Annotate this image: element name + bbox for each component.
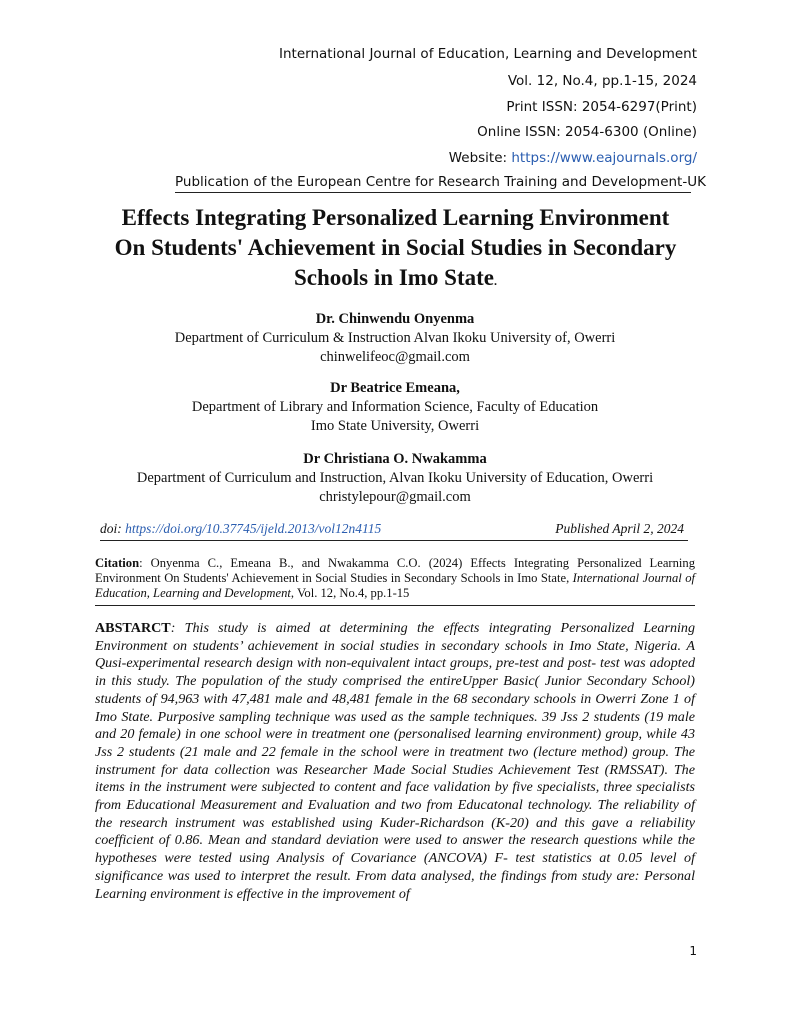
author-name: Dr Christiana O. Nwakamma <box>303 451 487 467</box>
published-date: Published April 2, 2024 <box>555 521 684 536</box>
paper-title-text: Effects Integrating Personalized Learning Environment On Students' Achievement in Social Studies in Secondary Schools in Imo State <box>114 205 677 290</box>
citation-text: : Onyenma C., Emeana B., and Nwakamma C.O. (2024) Effects Integrating Personalized Learning Environment On Students' Achievement in Social Studies in Secondary Schools in Imo State, <box>95 556 695 585</box>
journal-name: International Journal of Education, Learning and Development <box>279 46 697 62</box>
print-issn: Print ISSN: 2054-6297(Print) <box>506 99 697 115</box>
citation-label: Citation <box>95 556 140 570</box>
citation <box>95 556 695 606</box>
author-affiliation: Department of Curriculum and Instruction, Alvan Ikoku University of Education, Owerri <box>136 470 654 486</box>
author-block-3 <box>95 450 695 507</box>
volume-info: Vol. 12, No.4, pp.1-15, 2024 <box>507 73 697 89</box>
website-label: Website: <box>448 150 512 166</box>
website-line <box>449 150 697 166</box>
paper-title <box>105 203 686 296</box>
author-affiliation: Department of Curriculum & Instruction Alvan Ikoku University of, Owerri <box>174 330 616 346</box>
doi-label: doi: <box>100 521 126 536</box>
author-affiliation: Department of Library and Information Science, Faculty of Education <box>191 399 599 415</box>
paper-title-end: . <box>494 274 497 288</box>
abstract-label: ABSTARCT <box>95 620 171 636</box>
author-affiliation-2: Imo State University, Owerri <box>310 418 480 434</box>
author-email: christylepour@gmail.com <box>319 489 471 505</box>
author-block-2 <box>95 379 695 436</box>
author-block-1 <box>95 310 695 367</box>
citation-journal: International Journal of Education, Learning and Development <box>95 571 696 600</box>
page-number: 1 <box>689 944 697 958</box>
publisher-line: Publication of the European Centre for Research Training and Development-UK <box>175 174 691 193</box>
website-link[interactable]: https://www.eajournals.org/ <box>511 150 697 166</box>
abstract <box>95 620 695 903</box>
author-name: Dr. Chinwendu Onyenma <box>315 311 475 327</box>
doi-link[interactable]: https://doi.org/10.37745/ijeld.2013/vol12n4115 <box>125 521 382 536</box>
abstract-text: : This study is aimed at determining the effects integrating Personalized Learning Environment on students’ achievement in social studies in secondary schools in Imo State, Nigeria. A Qusi-experimental research design with non-equivalent intact groups, pre-test and post- test was adopted in this study. The population of the study comprised the entireUpper Basic( Junior Secondary School) students of 94,963 with 47,481 male and 48,481 female in the 68 secondary schools in Owerri Zone 1 of Imo State. Purposive sampling technique was used as the sample techniques. 39 Jss 2 students (19 male and 20 female) in one school were in treatment one (personalised learning environment) group, while 43 Jss 2 students (21 male and 22 female in the school were in treatment two (lecture method) group. The instrument for data collection was Researcher Made Social Studies Achievement Test (RMSSAT). The items in the instrument were subjected to content and face validation by five specialists, three specialists from Educational Measurement and Evaluation and two from Educatonal technology. The reliability of the research instrument was established using Kuder-Richardson (K-20) and this gave a reliability coefficient of 0.86. Mean and standard deviation were used to answer the research questions while the hypotheses were tested using Analysis of Covariance (ANCOVA) F- test statistics at 0.05 level of significance was used to interpret the result. From data analysed, the findings from study are: Personal Learning environment is effective in the improvement of <box>95 620 695 902</box>
doi-line <box>100 521 688 541</box>
online-issn: Online ISSN: 2054-6300 (Online) <box>477 124 697 140</box>
citation-tail: , Vol. 12, No.4, pp.1-15 <box>290 586 410 600</box>
author-email: chinwelifeoc@gmail.com <box>320 349 470 365</box>
author-name: Dr Beatrice Emeana, <box>330 380 460 396</box>
